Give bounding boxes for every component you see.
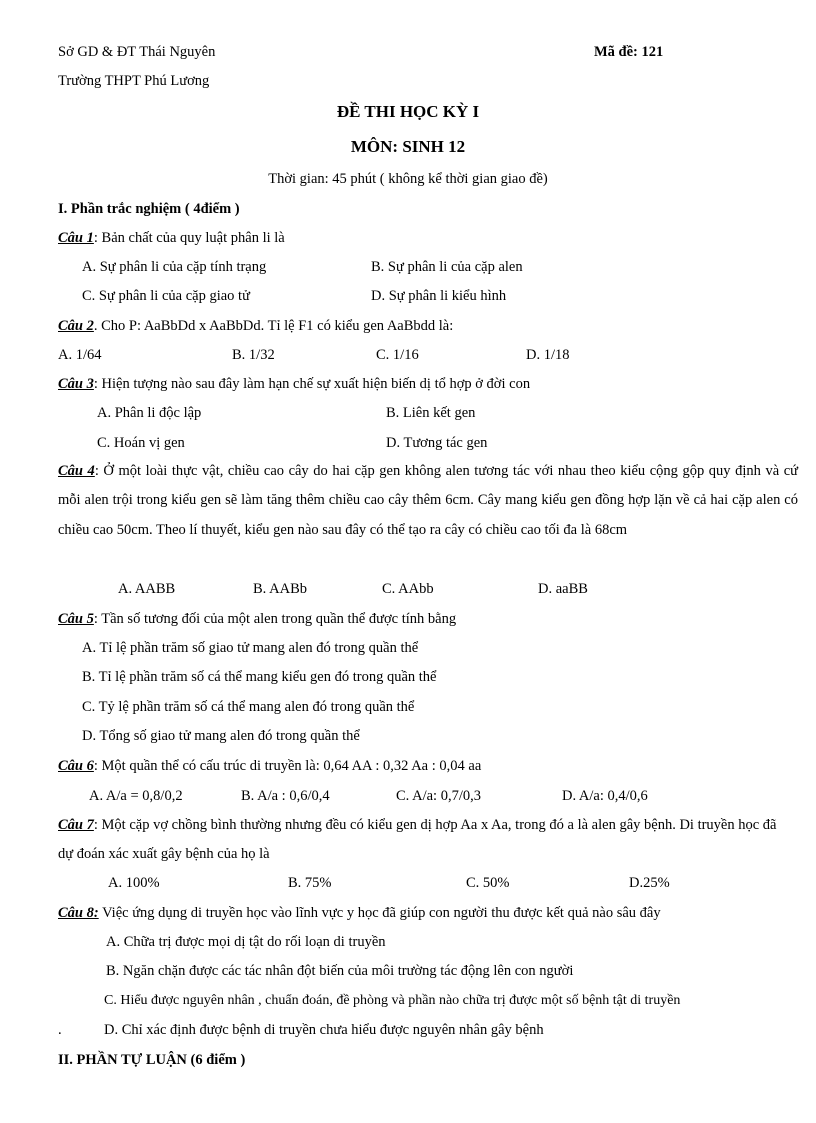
question-label: Câu 1: [58, 230, 94, 246]
option-c: C. AAbb: [382, 581, 434, 597]
question-label: Câu 8:: [58, 905, 99, 921]
option-b: B. Liên kết gen: [386, 405, 476, 421]
question-8: [58, 904, 661, 922]
option-c: C. Tỷ lệ phần trăm số cá thể mang alen đó trong quần thể: [82, 699, 415, 715]
question-label: Câu 6: [58, 758, 94, 774]
question-text: : Ở một loài thực vật, chiều cao cây do hai cặp gen không alen tương tác với nhau theo kiểu cộng gộp quy định và cứ mỗi alen trội trong kiểu gen sẽ làm tăng thêm chiều cao cây thêm 6cm. Cây mang kiểu gen đồng hợp lặn về cả hai cặp alen có chiều cao 50cm. Theo lí thuyết, kiểu gen nào sau đây có thể tạo ra cây có chiều cao tối đa là 68cm: [58, 463, 798, 538]
question-3: [58, 375, 530, 393]
question-text: : Một cặp vợ chồng bình thường nhưng đều có kiểu gen dị hợp Aa x Aa, trong đó a là alen gây bệnh. Di truyền học đã dự đoán xác xuất gây bệnh của họ là: [58, 817, 777, 863]
option-b: B. Ngăn chặn được các tác nhân đột biến của môi trường tác động lên con người: [106, 963, 574, 979]
option-c: C. 50%: [466, 875, 510, 891]
question-text: : Bản chất của quy luật phân li là: [93, 230, 285, 246]
option-c: C. 1/16: [376, 347, 419, 363]
question-text: : Hiện tượng nào sau đây làm hạn chế sự xuất hiện biến dị tổ hợp ở đời con: [93, 376, 531, 392]
option-d: D. Chỉ xác định được bệnh di truyền chưa hiểu được nguyên nhân gây bệnh: [104, 1022, 544, 1038]
option-b: B. AABb: [253, 581, 307, 597]
option-d: D. 1/18: [526, 347, 570, 363]
question-label: Câu 2: [58, 318, 94, 334]
option-b: B. 75%: [288, 875, 332, 891]
option-a: A. Tỉ lệ phần trăm số giao tử mang alen đó trong quần thể: [82, 640, 419, 656]
department-name: Sở GD & ĐT Thái Nguyên: [58, 44, 216, 60]
option-b: B. Sự phân li của cặp alen: [371, 259, 523, 275]
option-d: D. A/a: 0,4/0,6: [562, 788, 648, 804]
question-label: Câu 4: [58, 463, 95, 479]
option-c: C. Hiểu được nguyên nhân , chuẩn đoán, đề phòng và phần nào chữa trị được một số bệnh tật di truyền: [104, 993, 681, 1008]
question-label: Câu 5: [58, 611, 94, 627]
question-7: [58, 811, 778, 870]
option-c: C. A/a: 0,7/0,3: [396, 788, 481, 804]
question-text: : Tần số tương đối của một alen trong quần thể được tính bằng: [93, 611, 457, 627]
option-d: D. Tổng số giao tử mang alen đó trong quần thể: [82, 728, 360, 744]
question-label: Câu 7: [58, 817, 94, 833]
question-5: [58, 610, 456, 628]
section1-heading: I. Phần trắc nghiệm ( 4điểm ): [58, 201, 240, 217]
stray-mark: .: [58, 1022, 62, 1038]
option-b: B. A/a : 0,6/0,4: [241, 788, 330, 804]
option-d: D. aaBB: [538, 581, 588, 597]
option-b: B. 1/32: [232, 347, 275, 363]
option-c: C. Sự phân li của cặp giao tử: [82, 288, 250, 304]
question-2: [58, 317, 453, 335]
question-1: [58, 229, 285, 247]
option-d: D. Tương tác gen: [386, 435, 488, 451]
question-text: Việc ứng dụng di truyền học vào lĩnh vực y học đã giúp con người thu được kết quả nào sâu đây: [98, 905, 661, 921]
option-b: B. Tỉ lệ phần trăm số cá thể mang kiểu gen đó trong quần thể: [82, 669, 437, 685]
section2-heading: II. PHẦN TỰ LUẬN (6 điểm ): [58, 1052, 246, 1068]
question-text: . Cho P: AaBbDd x AaBbDd. Tỉ lệ F1 có kiểu gen AaBbdd là:: [93, 318, 454, 334]
question-text: : Một quần thể có cấu trúc di truyền là: 0,64 AA : 0,32 Aa : 0,04 aa: [93, 758, 482, 774]
school-name: Trường THPT Phú Lương: [58, 73, 210, 89]
question-6: [58, 757, 481, 775]
question-4: [58, 457, 798, 545]
option-c: C. Hoán vị gen: [97, 435, 185, 451]
option-d: D. Sự phân li kiểu hình: [371, 288, 507, 304]
exam-title: ĐỀ THI HỌC KỲ I: [336, 102, 480, 121]
option-a: A. A/a = 0,8/0,2: [89, 788, 183, 804]
option-a: A. Sự phân li của cặp tính trạng: [82, 259, 267, 275]
option-a: A. AABB: [118, 581, 176, 597]
subject-title: MÔN: SINH 12: [350, 137, 466, 156]
option-d: D.25%: [629, 875, 670, 891]
time-note: Thời gian: 45 phút ( không kể thời gian giao đề): [268, 171, 548, 187]
question-label: Câu 3: [58, 376, 94, 392]
option-a: A. 1/64: [58, 347, 102, 363]
exam-code: Mã đề: 121: [594, 44, 664, 60]
option-a: A. Phân li độc lập: [97, 405, 202, 421]
option-a: A. Chữa trị được mọi dị tật do rối loạn di truyền: [106, 934, 386, 950]
option-a: A. 100%: [108, 875, 160, 891]
